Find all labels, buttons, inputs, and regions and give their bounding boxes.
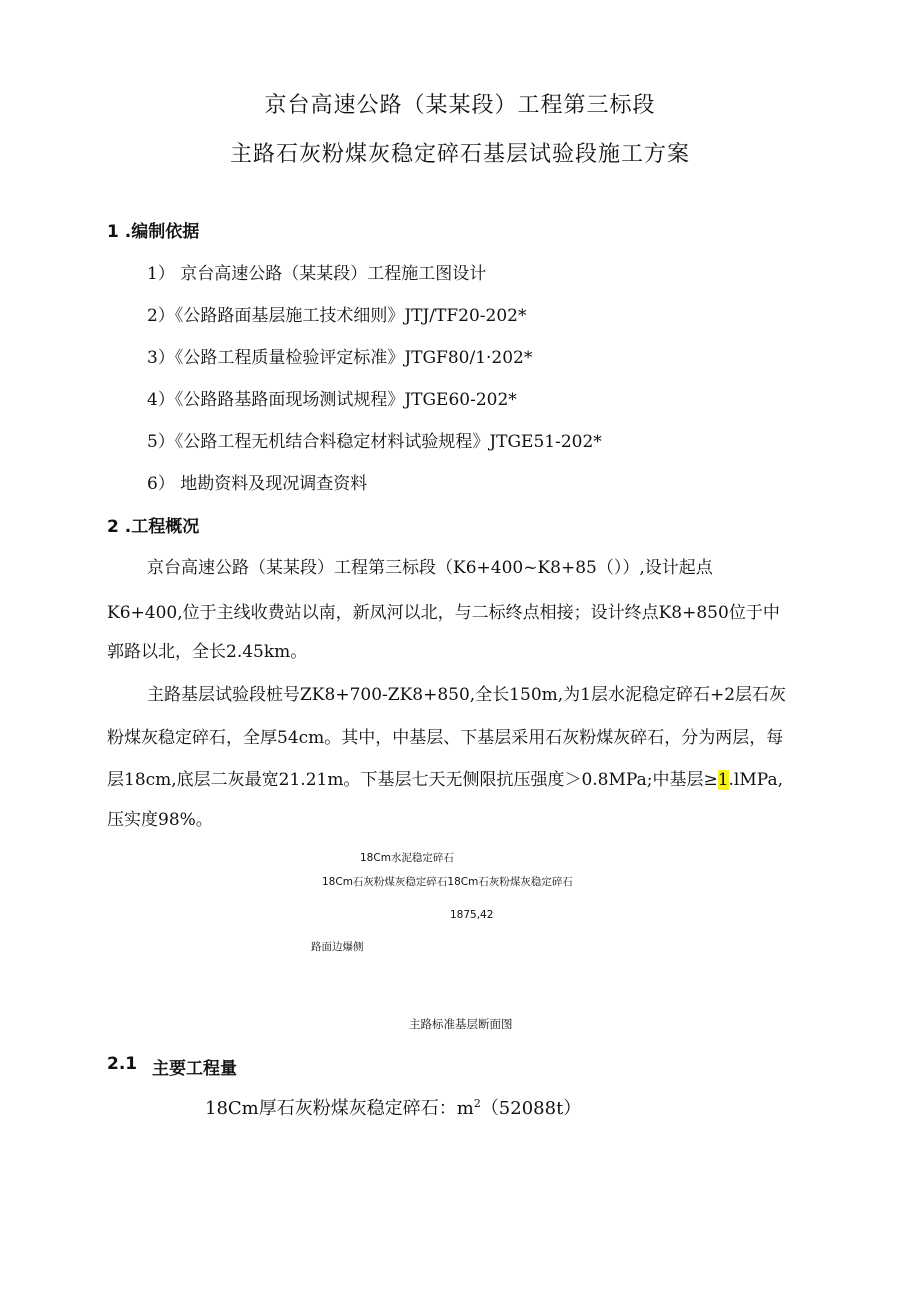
reference-item: 2）《公路路面基层施工技术细则》JTJ/TF20-202* [147, 306, 527, 326]
trial-section-paragraph-line: 粉煤灰稳定碎石，全厚54cm。其中，中基层、下基层采用石灰粉煤灰碎石，分为两层，每 [107, 728, 784, 748]
trial-section-paragraph-line: 层18cm,底层二灰最宽21.21m。下基层七天无侧限抗压强度＞0.8MPa;中基层≥1.lMPa, [107, 770, 783, 790]
reference-item: 5）《公路工程无机结合料稳定材料试验规程》JTGE51-202* [147, 432, 602, 452]
overview-paragraph-line: 京台高速公路（某某段）工程第三标段（K6+400~K8+85（））,设计起点 [147, 558, 713, 578]
quantity-line: 18Cm厚石灰粉煤灰稳定碎石：$m^2(52088t)$ [205, 1097, 582, 1119]
figure-label-cement-layer: 18Cm水泥稳定碎石 [360, 852, 454, 864]
reference-item: 1） 京台高速公路（某某段）工程施工图设计 [147, 264, 487, 284]
overview-paragraph-line: K6+400,位于主线收费站以南，新凤河以北，与二标终点相接；设计终点K8+850位于中 [107, 603, 780, 623]
figure-label-dimension: 1875,42 [450, 909, 494, 921]
reference-item: 4）《公路路基路面现场测试规程》JTGE60-202* [147, 390, 517, 410]
reference-item: 3）《公路工程质量检验评定标准》JTGF80/1·202* [147, 348, 533, 368]
document-title-line2: 主路石灰粉煤灰稳定碎石基层试验段施工方案 [229, 142, 690, 167]
figure-caption: 主路标准基层断面图 [409, 1017, 513, 1031]
figure-label-lime-flyash-layers: 18Cm石灰粉煤灰稳定碎石18Cm石灰粉煤灰稳定碎石 [322, 876, 573, 888]
trial-section-paragraph-line: 主路基层试验段桩号ZK8+700-ZK8+850,全长150m,为1层水泥稳定碎石+2层石灰 [147, 685, 787, 705]
section21-heading: 主要工程量 [152, 1059, 237, 1079]
highlighted-text: 1 [717, 770, 729, 790]
document-title-line1: 京台高速公路（某某段）工程第三标段 [264, 93, 656, 118]
figure-label-pavement-edge: 路面边爆侧 [311, 941, 364, 953]
trial-section-paragraph-line: 压实度98%。 [107, 810, 213, 830]
section1-heading: 1 .编制依据 [107, 222, 200, 242]
section21-number: 2.1 [107, 1054, 138, 1074]
overview-paragraph-line: 郭路以北，全长2.45km。 [107, 642, 308, 662]
reference-item: 6） 地勘资料及现况调查资料 [147, 474, 368, 494]
section2-heading: 2 .工程概况 [107, 517, 200, 537]
